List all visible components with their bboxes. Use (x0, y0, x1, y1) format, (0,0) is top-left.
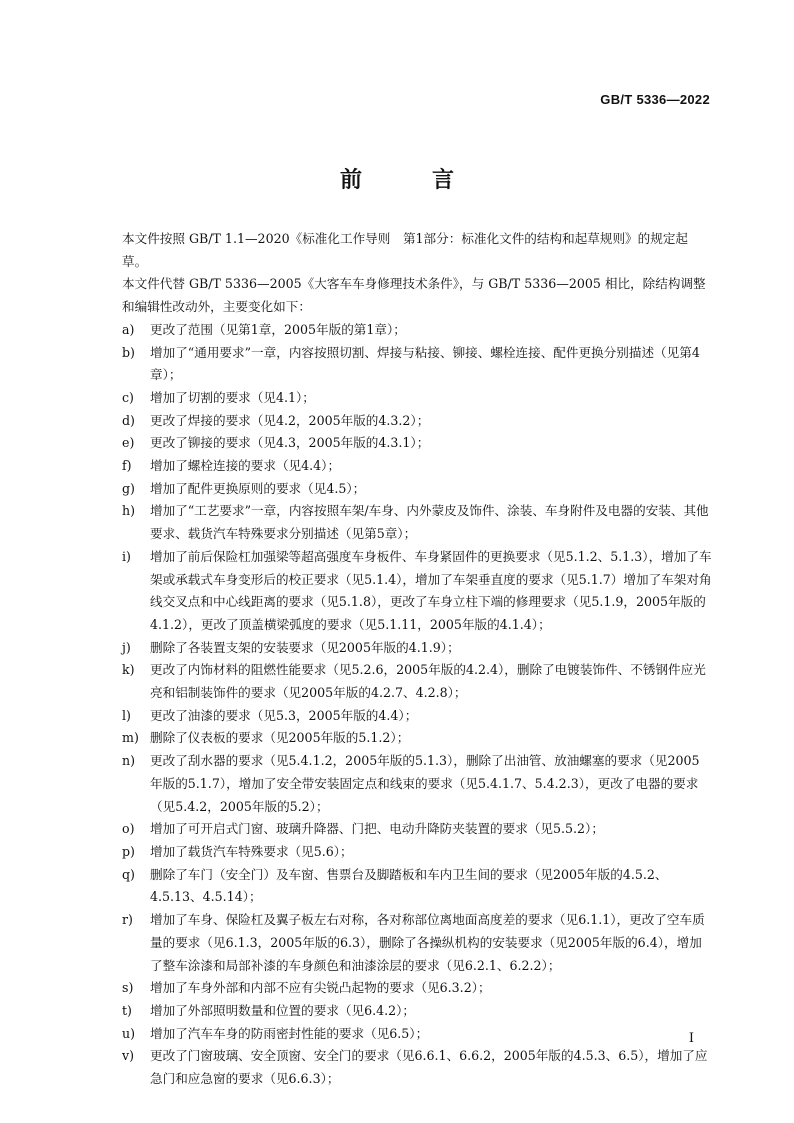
list-item-text: 更改了门窗玻璃、安全顶窗、安全门的要求（见6.6.1、6.6.2，2005年版的4.5.3、6.5），增加了应急门和应急窗的要求（见6.6.3）； (150, 1048, 708, 1087)
list-item-marker: i) (122, 548, 131, 564)
list-item-marker: d) (122, 412, 135, 428)
list-item-text: 增加了“通用要求”一章，内容按照切割、焊接与粘接、铆接、螺栓连接、配件更换分别描述（见第4章）； (150, 344, 700, 383)
list-item (122, 637, 712, 660)
list-item-text: 增加了可开启式门窗、玻璃升降器、门把、电动升降防夹装置的要求（见5.5.2）； (150, 821, 604, 837)
standard-number: GB/T 5336—2022 (600, 92, 710, 107)
list-item-text: 更改了焊接的要求（见4.2，2005年版的4.3.2）； (150, 412, 430, 428)
document-body (122, 228, 712, 1091)
list-item (122, 909, 712, 977)
list-item-marker: a) (122, 321, 135, 337)
list-item-text: 更改了刮水器的要求（见5.4.1.2，2005年版的5.1.3），删除了出油管、放油螺塞的要求（见2005年版的5.1.7），增加了安全带安装固定点和线束的要求（见5.4.1.7、5.4.2.3），更改了电器的要求（见5.4.2，2005年版的5.2）； (150, 753, 700, 814)
list-item (122, 432, 712, 455)
list-item-text: 增加了螺栓连接的要求（见4.4）； (150, 458, 341, 474)
list-item-text: 删除了车门（安全门）及车窗、售票台及脚踏板和车内卫生间的要求（见2005年版的4.5.2、4.5.13、4.5.14）； (150, 866, 668, 905)
page-number: I (688, 1031, 694, 1046)
page-title: 前 言 (339, 168, 478, 193)
list-item-marker: f) (122, 458, 132, 474)
list-item (122, 977, 712, 1000)
list-item-text: 增加了车身、保险杠及翼子板左右对称，各对称部位离地面高度差的要求（见6.1.1），更改了空车质量的要求（见6.1.3，2005年版的6.3），删除了各操纵机构的安装要求（见2005年版的6.4），增加了整车涂漆和局部补漆的车身颜色和油漆涂层的要求（见6.2.1、6.2.2）； (150, 912, 705, 973)
list-item (122, 659, 712, 704)
list-item-marker: t) (122, 1002, 132, 1018)
intro-paragraph-2: 本文件代替 GB/T 5336—2005《大客车车身修理技术条件》，与 GB/T 5336—2005 相比，除结构调整和编辑性改动外，主要变化如下： (122, 276, 706, 315)
list-item-text: 删除了仪表板的要求（见2005年版的5.1.2）； (150, 730, 410, 746)
list-item (122, 455, 712, 478)
list-item (122, 705, 712, 728)
list-item-marker: o) (122, 821, 135, 837)
list-item-marker: v) (122, 1048, 135, 1064)
list-item (122, 1000, 712, 1023)
list-item-text: 增加了载货汽车特殊要求（见5.6）； (150, 843, 353, 859)
list-item (122, 727, 712, 750)
list-item-text: 更改了范围（见第1章，2005年版的第1章）； (150, 321, 406, 337)
list-item (122, 410, 712, 433)
list-item-marker: q) (122, 866, 135, 882)
list-item-marker: h) (122, 503, 136, 519)
change-list (122, 319, 712, 1091)
list-item-text: 删除了各装置支架的安装要求（见2005年版的4.1.9）； (150, 639, 460, 655)
intro-paragraph-1: 本文件按照 GB/T 1.1—2020《标准化工作导则 第1部分：标准化文件的结构和起草规则》的规定起草。 (122, 231, 689, 269)
list-item (122, 1045, 712, 1090)
list-item-text: 增加了外部照明数量和位置的要求（见6.4.2）； (150, 1002, 416, 1018)
list-item-marker: c) (122, 389, 134, 405)
list-item-marker: p) (122, 843, 135, 859)
list-item (122, 500, 712, 545)
list-item-text: 增加了切割的要求（见4.1）； (150, 389, 315, 405)
list-item-marker: b) (122, 344, 135, 360)
list-item (122, 546, 712, 637)
list-item-marker: n) (122, 753, 136, 769)
list-item (122, 818, 712, 841)
list-item-marker: u) (122, 1025, 136, 1041)
list-item (122, 319, 712, 342)
list-item-text: 更改了油漆的要求（见5.3，2005年版的4.4）； (150, 707, 418, 723)
list-item (122, 864, 712, 909)
list-item-text: 更改了内饰材料的阻燃性能要求（见5.2.6，2005年版的4.2.4），删除了电镀装饰件、不锈钢件应光亮和铝制装饰件的要求（见2005年版的4.2.7、4.2.8）； (150, 662, 706, 701)
list-item (122, 478, 712, 501)
list-item-text: 增加了前后保险杠加强梁等超高强度车身板件、车身紧固件的更换要求（见5.1.2、5.1.3），增加了车架或承载式车身变形后的校正要求（见5.1.4），增加了车架垂直度的要求（见5.1.7）增加了车架对角线交叉点和中心线距离的要求（见5.1.8），更改了车身立柱下端的修理要求（见5.1.9，2005年版的4.1.2），更改了顶盖横梁弧度的要求（见5.1.11，2005年版的4.1.4）； (150, 548, 712, 632)
list-item-marker: k) (122, 662, 135, 678)
list-item-marker: s) (122, 980, 134, 996)
list-item-text: 增加了车身外部和内部不应有尖锐凸起物的要求（见6.3.2）； (150, 980, 491, 996)
list-item-text: 增加了汽车车身的防雨密封性能的要求（见6.5）； (150, 1025, 429, 1041)
list-item (122, 387, 712, 410)
list-item-text: 更改了铆接的要求（见4.3，2005年版的4.3.1）； (150, 435, 430, 451)
list-item-marker: r) (122, 912, 133, 928)
list-item-text: 增加了配件更换原则的要求（见4.5）； (150, 480, 366, 496)
list-item-marker: e) (122, 435, 135, 451)
list-item (122, 750, 712, 818)
list-item-text: 增加了“工艺要求”一章，内容按照车架/车身、内外蒙皮及饰件、涂装、车身附件及电器的安装、其他要求、载货汽车特殊要求分别描述（见第5章）； (150, 503, 709, 542)
list-item-marker: g) (122, 480, 135, 496)
list-item-marker: j) (122, 639, 131, 655)
list-item (122, 1023, 712, 1046)
list-item (122, 841, 712, 864)
list-item-marker: l) (122, 707, 131, 723)
list-item-marker: m) (122, 730, 139, 746)
list-item (122, 342, 712, 387)
